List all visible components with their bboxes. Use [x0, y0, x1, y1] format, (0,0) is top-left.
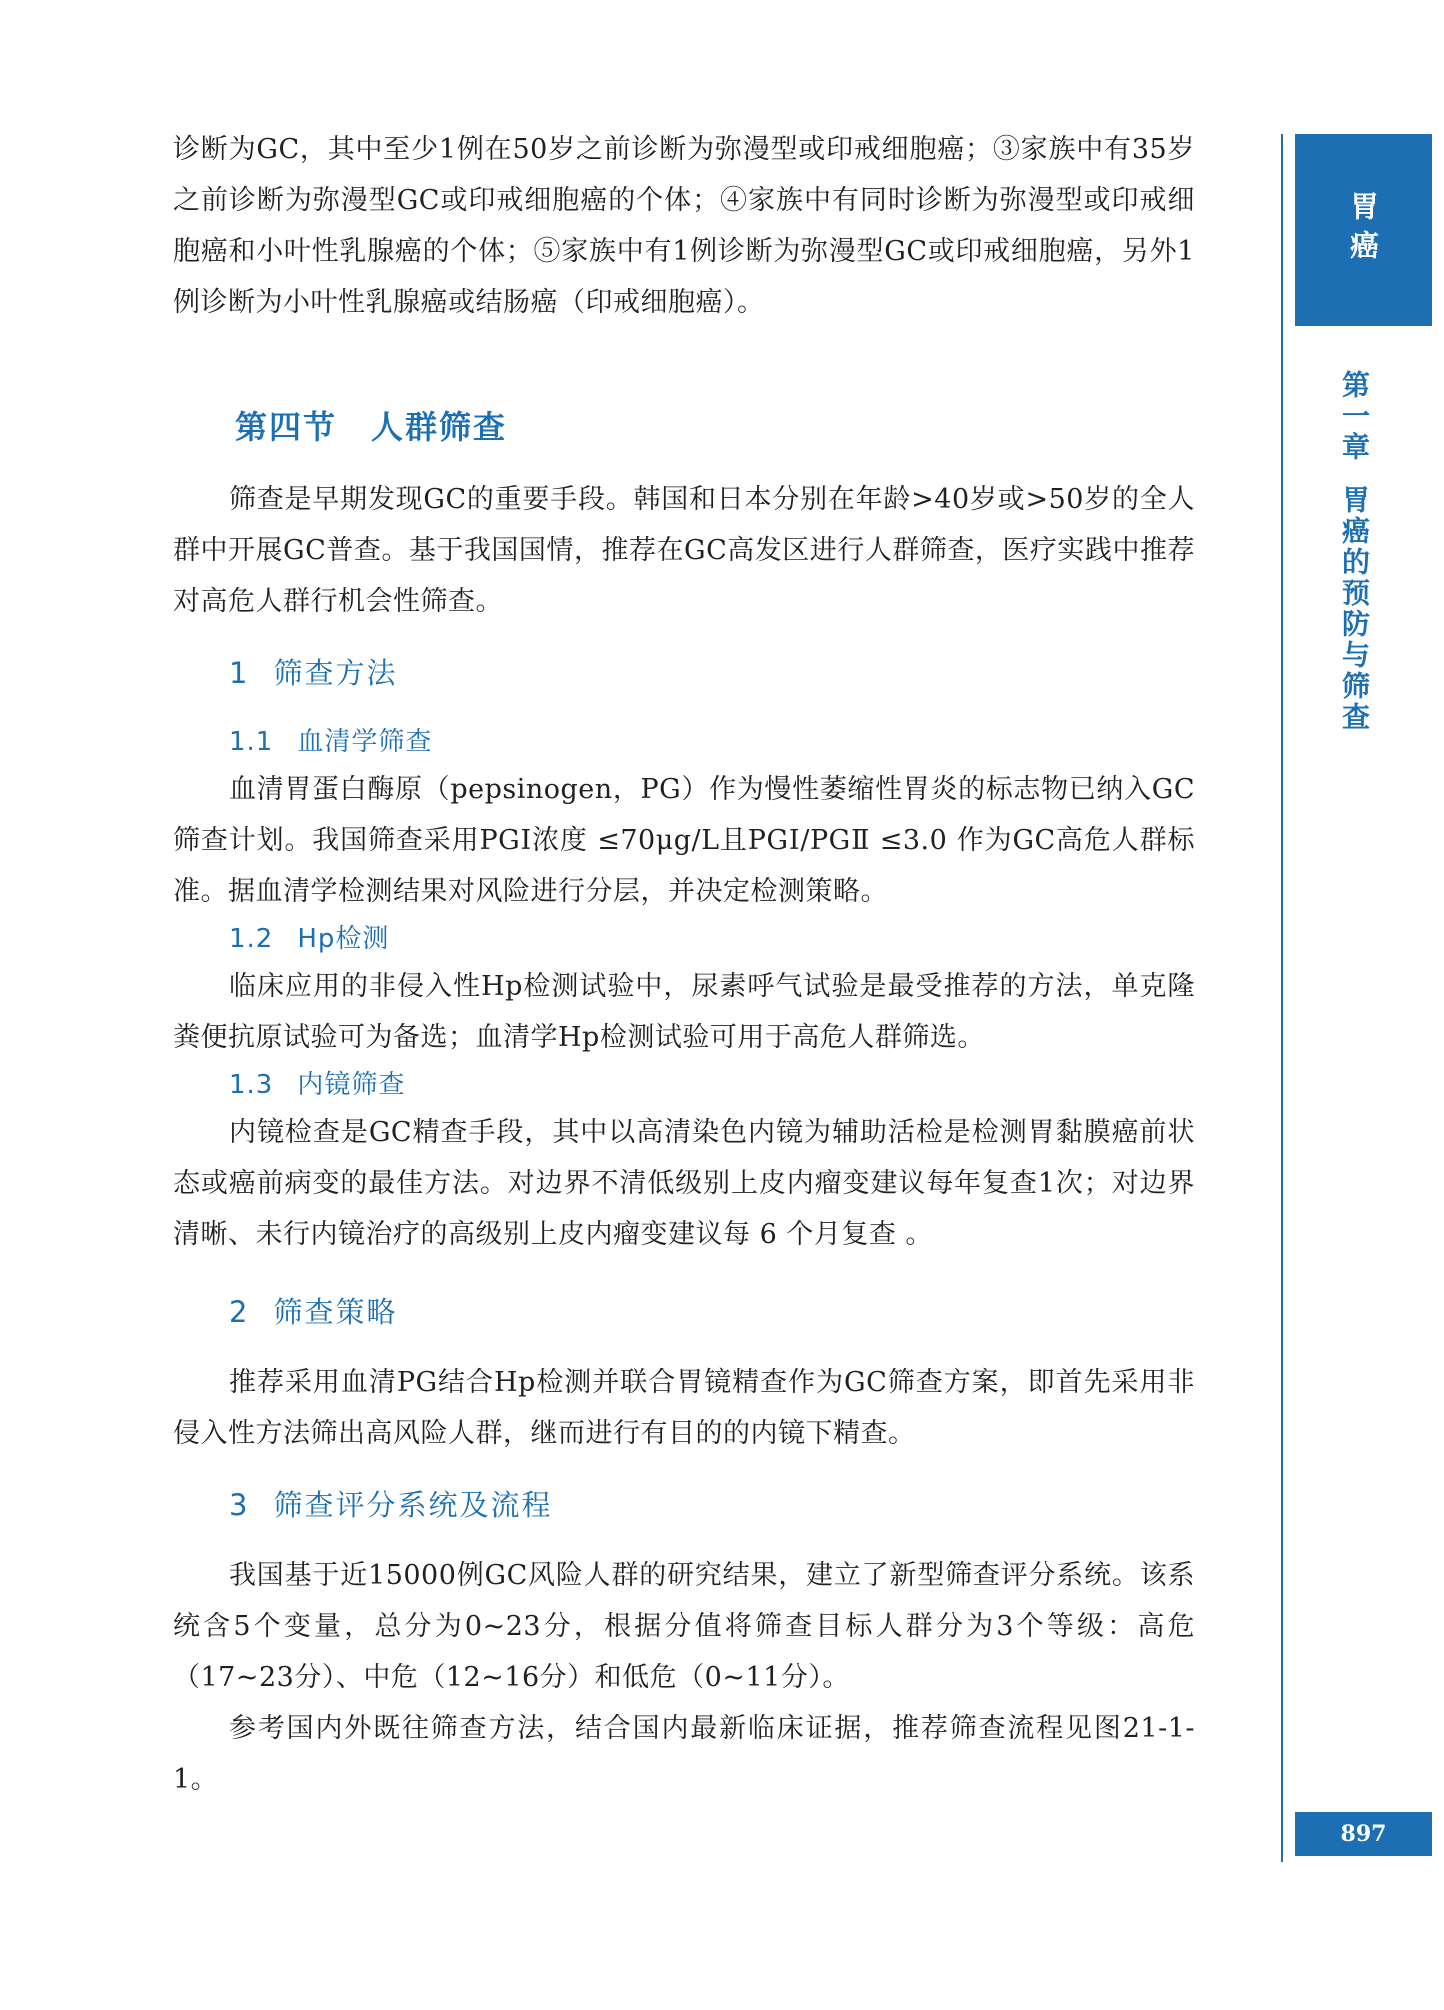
- heading-serology-screening: [229, 720, 1195, 764]
- heading-hp-testing: [229, 917, 1195, 961]
- chapter-title: 胃癌的预防与筛查: [1338, 485, 1371, 733]
- heading-text: 内镜筛查: [297, 1070, 406, 1100]
- chapter-tab-label: 胃癌: [1346, 191, 1380, 269]
- flowchart-reference-paragraph: 参考国内外既往筛查方法，结合国内最新临床证据，推荐筛查流程见图21-1-1。: [173, 1713, 1195, 1795]
- heading-number: 2: [229, 1295, 250, 1329]
- heading-number: 1.1: [229, 727, 274, 757]
- heading-text: 筛查方法: [273, 656, 398, 690]
- heading-number: 3: [229, 1488, 250, 1522]
- heading-scoring-system: [229, 1483, 1195, 1524]
- chapter-number: 第一章: [1338, 370, 1371, 463]
- chapter-tab: [1295, 134, 1432, 326]
- strategy-paragraph: 推荐采用血清PG结合Hp检测并联合胃镜精查作为GC筛查方案，即首先采用非侵入性方法筛出高风险人群，继而进行有目的的内镜下精查。: [173, 1367, 1195, 1449]
- endoscopy-paragraph: 内镜检查是GC精查手段，其中以高清染色内镜为辅助活检是检测胃黏膜癌前状态或癌前病变的最佳方法。对边界不清低级别上皮内瘤变建议每年复查1次；对边界清晰、未行内镜治疗的高级别上皮内瘤变建议每 6 个月复查 。: [173, 1117, 1195, 1250]
- scoring-paragraph: 我国基于近15000例GC风险人群的研究结果，建立了新型筛查评分系统。该系统含5个变量，总分为0~23分，根据分值将筛查目标人群分为3个等级：高危（17~23分）、中危（12~16分）和低危（0~11分）。: [173, 1560, 1195, 1693]
- heading-text: Hp检测: [297, 924, 390, 954]
- heading-text: 筛查评分系统及流程: [273, 1488, 553, 1522]
- heading-number: 1.3: [229, 1070, 274, 1100]
- section-title: 第四节 人群筛查: [235, 408, 508, 446]
- heading-text: 筛查策略: [273, 1295, 398, 1329]
- sidebar-divider: [1281, 134, 1283, 1862]
- heading-number: 1: [229, 656, 250, 690]
- heading-screening-methods: [229, 651, 1195, 692]
- section-intro-paragraph: 筛查是早期发现GC的重要手段。韩国和日本分别在年龄>40岁或>50岁的全人群中开展GC普查。基于我国国情，推荐在GC高发区进行人群筛查，医疗实践中推荐对高危人群行机会性筛查。: [173, 484, 1195, 617]
- serology-paragraph: 血清胃蛋白酶原（pepsinogen，PG）作为慢性萎缩性胃炎的标志物已纳入GC筛查计划。我国筛查采用PGⅠ浓度 ≤70μg/L且PGⅠ/PGⅡ ≤3.0 作为GC高危人群标准。据血清学检测结果对风险进行分层，并决定检测策略。: [173, 774, 1195, 907]
- hp-paragraph: 临床应用的非侵入性Hp检测试验中，尿素呼气试验是最受推荐的方法，单克隆粪便抗原试验可为备选；血清学Hp检测试验可用于高危人群筛选。: [173, 971, 1195, 1053]
- page-number: 897: [1295, 1812, 1432, 1856]
- heading-text: 血清学筛查: [297, 727, 433, 757]
- chapter-running-head: [1320, 370, 1388, 733]
- heading-number: 1.2: [229, 924, 274, 954]
- heading-endoscopy-screening: [229, 1063, 1195, 1107]
- heading-screening-strategy: [229, 1290, 1195, 1331]
- page-body: [173, 124, 1195, 1805]
- intro-paragraph: 诊断为GC，其中至少1例在50岁之前诊断为弥漫型或印戒细胞癌；③家族中有35岁之前诊断为弥漫型GC或印戒细胞癌的个体；④家族中有同时诊断为弥漫型或印戒细胞癌和小叶性乳腺癌的个体；⑤家族中有1例诊断为弥漫型GC或印戒细胞癌，另外1例诊断为小叶性乳腺癌或结肠癌（印戒细胞癌）。: [173, 134, 1195, 318]
